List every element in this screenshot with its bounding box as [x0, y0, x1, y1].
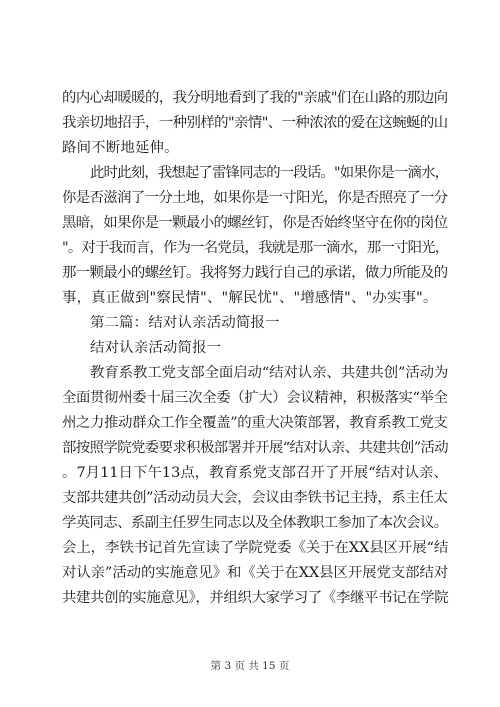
- text-line: 事，真正做到"察民情"、"解民忧"、"增感情"、"办实事"。: [62, 290, 438, 306]
- text-line: 对认亲”活动的实施意见》和《关于在XX县区开展党支部结对: [62, 565, 449, 581]
- text-line: 共建共创的实施意见》，并组织大家学习了《李继平书记在学院: [62, 590, 449, 606]
- text-line: 黑暗，如果你是一颗最小的螺丝钉，你是否始终坚守在你的岗位: [62, 215, 448, 231]
- text-line: 你是否滋润了一分土地，如果你是一寸阳光，你是否照亮了一分: [62, 190, 448, 206]
- text-line: 那一颗最小的螺丝钉。我将努力践行自己的承诺，做力所能及的: [62, 265, 448, 281]
- text-line: 支部共建共创”活动动员大会，会议由李铁书记主持，系主任太: [62, 490, 448, 506]
- page-number-footer: 第 3 页 共 15 页: [210, 660, 290, 672]
- text-line: 的内心却暖暖的，我分明地看到了我的"亲戚"们在山路的那边向: [62, 90, 448, 106]
- text-line: 学英同志、系副主任罗生同志以及全体教职工参加了本次会议。: [62, 515, 448, 531]
- subtitle: 结对认亲活动简报一: [90, 340, 222, 356]
- paragraph-start-line: 教育系教工党支部全面启动“结对认亲、共建共创”活动为: [90, 365, 449, 381]
- text-line: 部按照学院党委要求积极部署并开展“结对认亲、共建共创”活动: [62, 440, 449, 456]
- text-line: 我亲切地招手，一种别样的"亲情"、一种浓浓的爱在这蜿蜒的山: [62, 115, 448, 131]
- text-line: 全面贯彻州委十届三次全委（扩大）会议精神，积极落实“举全: [62, 390, 448, 406]
- paragraph-start-line: 此时此刻，我想起了雷锋同志的一段话。"如果你是一滴水，: [90, 165, 449, 181]
- text-line: "。对于我而言，作为一名党员，我就是那一滴水，那一寸阳光，: [62, 240, 449, 256]
- text-line: 。7月11日下午13点，教育系党支部召开了开展“结对认亲、: [62, 465, 448, 481]
- text-line: 州之力推动群众工作全覆盖”的重大决策部署，教育系教工党支: [62, 415, 448, 431]
- section-heading: 第二篇：结对认亲活动简报一: [90, 315, 280, 331]
- text-line: 会上，李铁书记首先宣读了学院党委《关于在XX县区开展“结: [62, 540, 449, 556]
- text-line: 路间不断地延伸。: [62, 140, 179, 156]
